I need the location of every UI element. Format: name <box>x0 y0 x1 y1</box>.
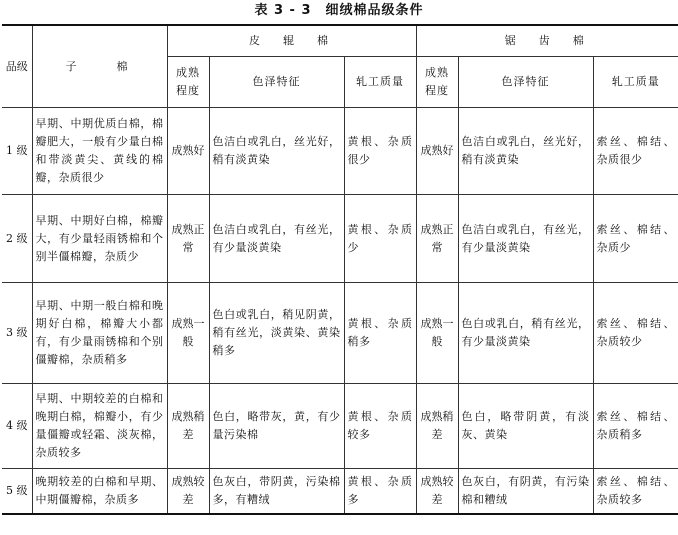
saw-color-cell: 色洁白或乳白，有丝光，有少量淡黄染 <box>458 195 593 283</box>
seed-cotton-cell: 早期、中期较差的白棉和晚期白棉，棉瓣小，有少量僵瓣或轻霜、淡灰棉，杂质较多 <box>32 384 167 469</box>
saw-maturity-cell: 成熟较差 <box>416 469 458 515</box>
header-roller-ginning: 轧工质量 <box>344 57 416 108</box>
saw-color-cell: 色白，略带阴黄，有淡灰、黄染 <box>458 384 593 469</box>
table-row <box>2 384 678 469</box>
table-row <box>2 195 678 283</box>
header-saw-maturity: 成熟程度 <box>416 57 458 108</box>
grade-cell: 3 级 <box>2 283 32 384</box>
grade-cell: 4 级 <box>2 384 32 469</box>
saw-maturity-cell: 成熟一般 <box>416 283 458 384</box>
seed-cotton-cell: 早期、中期好白棉，棉瓣大，有少量轻雨锈棉和个别半僵棉瓣，杂质少 <box>32 195 167 283</box>
header-roller-maturity: 成熟程度 <box>167 57 209 108</box>
seed-cotton-cell: 早期、中期一般白棉和晚期好白棉，棉瓣大小都有，有少量雨锈棉和个别僵瓣棉，杂质稍多 <box>32 283 167 384</box>
roller-color-cell: 色白，略带灰，黄，有少量污染棉 <box>209 384 344 469</box>
header-roller-color: 色泽特征 <box>209 57 344 108</box>
grade-cell: 1 级 <box>2 108 32 195</box>
roller-ginning-cell: 黄根、杂质多 <box>344 469 416 515</box>
header-saw-color: 色泽特征 <box>458 57 593 108</box>
roller-ginning-cell: 黄根、杂质较多 <box>344 384 416 469</box>
table-row <box>2 469 678 515</box>
roller-maturity-cell: 成熟一般 <box>167 283 209 384</box>
roller-color-cell: 色洁白或乳白，有丝光，有少量淡黄染 <box>209 195 344 283</box>
table-row <box>2 283 678 384</box>
roller-color-cell: 色洁白或乳白，丝光好，稍有淡黄染 <box>209 108 344 195</box>
table-row <box>2 108 678 195</box>
header-saw-cotton: 锯 齿 棉 <box>416 25 678 57</box>
header-seed-cotton: 子 棉 <box>32 25 167 108</box>
cotton-grade-table <box>2 24 678 515</box>
saw-maturity-cell: 成熟稍差 <box>416 384 458 469</box>
saw-ginning-cell: 索丝、棉结、杂质较多 <box>593 469 678 515</box>
roller-maturity-cell: 成熟稍差 <box>167 384 209 469</box>
header-saw-ginning: 轧工质量 <box>593 57 678 108</box>
saw-ginning-cell: 索丝、棉结、杂质很少 <box>593 108 678 195</box>
saw-maturity-cell: 成熟好 <box>416 108 458 195</box>
seed-cotton-cell: 早期、中期优质白棉，棉瓣肥大，一般有少量白棉和带淡黄尖、黄线的棉瓣，杂质很少 <box>32 108 167 195</box>
header-row-1 <box>2 25 678 57</box>
saw-color-cell: 色洁白或乳白，丝光好，稍有淡黄染 <box>458 108 593 195</box>
roller-ginning-cell: 黄根、杂质稍多 <box>344 283 416 384</box>
grade-cell: 2 级 <box>2 195 32 283</box>
saw-color-cell: 色白或乳白，稍有丝光，有少量淡黄染 <box>458 283 593 384</box>
roller-ginning-cell: 黄根、杂质很少 <box>344 108 416 195</box>
saw-maturity-cell: 成熟正常 <box>416 195 458 283</box>
seed-cotton-cell: 晚期较差的白棉和早期、中期僵瓣棉，杂质多 <box>32 469 167 515</box>
roller-maturity-cell: 成熟正常 <box>167 195 209 283</box>
header-grade: 品级 <box>2 25 32 108</box>
header-roller-cotton: 皮 辊 棉 <box>167 25 416 57</box>
roller-maturity-cell: 成熟好 <box>167 108 209 195</box>
saw-ginning-cell: 索丝、棉结、杂质较少 <box>593 283 678 384</box>
saw-color-cell: 色灰白，有阴黄，有污染棉和糟绒 <box>458 469 593 515</box>
table-title: 表 3 - 3 细绒棉品级条件 <box>254 3 424 18</box>
grade-cell: 5 级 <box>2 469 32 515</box>
saw-ginning-cell: 索丝、棉结、杂质稍多 <box>593 384 678 469</box>
roller-ginning-cell: 黄根、杂质少 <box>344 195 416 283</box>
saw-ginning-cell: 索丝、棉结、杂质少 <box>593 195 678 283</box>
roller-color-cell: 色白或乳白，稍见阴黄，稍有丝光，淡黄染、黄染稍多 <box>209 283 344 384</box>
roller-maturity-cell: 成熟较差 <box>167 469 209 515</box>
roller-color-cell: 色灰白，带阴黄，污染棉多，有糟绒 <box>209 469 344 515</box>
